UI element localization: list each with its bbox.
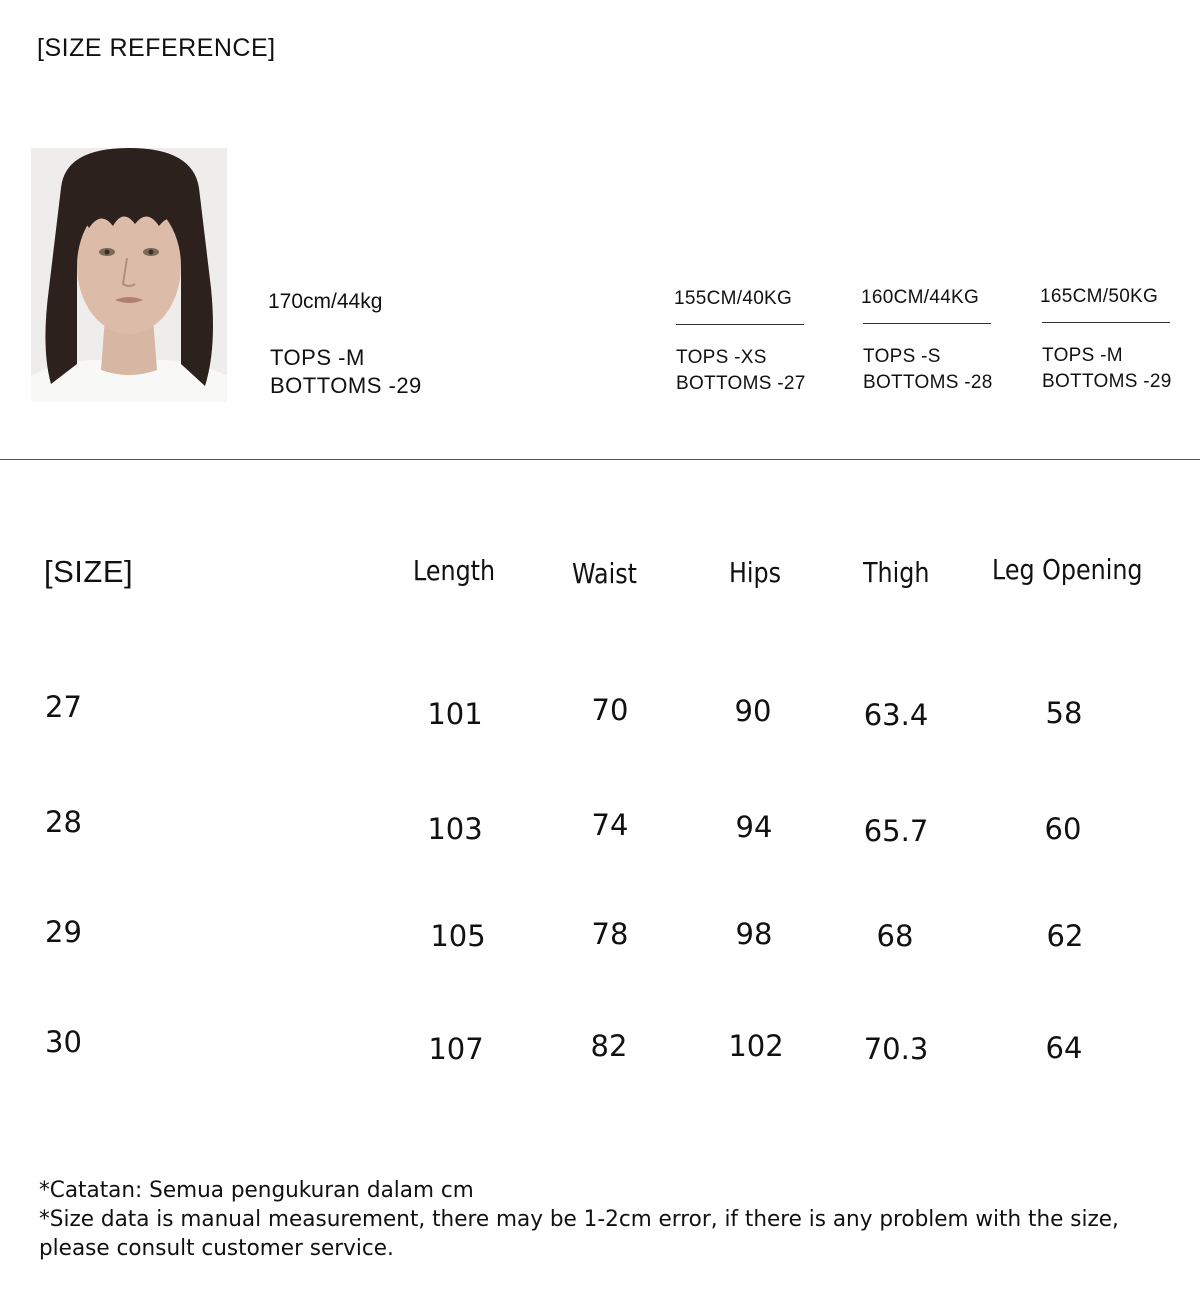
- table-header-size: [SIZE]: [44, 554, 134, 589]
- reference-height-weight: 165CM/50KG: [1040, 286, 1159, 307]
- model-height-weight: 170cm/44kg: [268, 290, 383, 313]
- reference-height-weight: 160CM/44KG: [861, 287, 980, 308]
- table-row-size: 27: [45, 690, 82, 724]
- table-header-hips: Hips: [729, 556, 782, 589]
- reference-underline: [1042, 322, 1170, 323]
- table-cell-leg-opening: 62: [1046, 919, 1084, 953]
- table-cell-leg-opening: 60: [1044, 812, 1082, 846]
- table-cell-length: 107: [428, 1032, 484, 1066]
- table-cell-length: 101: [427, 697, 483, 731]
- table-cell-hips: 98: [735, 917, 773, 951]
- note-unit: *Catatan: Semua pengukuran dalam cm: [39, 1178, 474, 1203]
- table-row-size: 28: [45, 805, 82, 839]
- reference-bottoms-size: BOTTOMS -29: [1042, 371, 1172, 392]
- model-photo: [31, 148, 227, 402]
- table-cell-leg-opening: 58: [1045, 696, 1083, 730]
- table-cell-leg-opening: 64: [1045, 1031, 1083, 1065]
- size-reference-title: [SIZE REFERENCE]: [37, 34, 276, 62]
- reference-underline: [863, 323, 991, 324]
- table-cell-thigh: 70.3: [863, 1032, 929, 1066]
- table-cell-waist: 78: [591, 917, 629, 951]
- table-cell-waist: 74: [591, 808, 629, 842]
- table-cell-waist: 70: [591, 693, 629, 727]
- model-tops-size: TOPS -M: [270, 345, 365, 370]
- table-cell-thigh: 65.7: [863, 814, 929, 848]
- table-row-size: 30: [45, 1025, 82, 1059]
- table-cell-thigh: 63.4: [863, 698, 929, 732]
- table-cell-hips: 94: [735, 810, 773, 844]
- table-header-thigh: Thigh: [863, 556, 930, 589]
- table-header-leg-opening: Leg Opening: [992, 553, 1143, 586]
- reference-tops-size: TOPS -XS: [676, 347, 767, 368]
- section-divider: [0, 459, 1200, 460]
- reference-tops-size: TOPS -M: [1042, 345, 1123, 366]
- table-header-length: Length: [413, 554, 496, 587]
- reference-underline: [676, 324, 804, 325]
- reference-bottoms-size: BOTTOMS -27: [676, 373, 806, 394]
- reference-tops-size: TOPS -S: [863, 346, 941, 367]
- table-row-size: 29: [45, 915, 82, 949]
- table-header-waist: Waist: [572, 557, 637, 590]
- note-customer-service: please consult customer service.: [39, 1236, 394, 1261]
- table-cell-hips: 90: [734, 694, 772, 728]
- table-cell-length: 103: [427, 812, 483, 846]
- reference-height-weight: 155CM/40KG: [674, 288, 793, 309]
- note-measurement-error: *Size data is manual measurement, there may be 1-2cm error, if there is any problem with the size,: [39, 1207, 1119, 1232]
- table-cell-waist: 82: [590, 1029, 628, 1063]
- reference-bottoms-size: BOTTOMS -28: [863, 372, 993, 393]
- model-bottoms-size: BOTTOMS -29: [270, 373, 422, 398]
- table-cell-thigh: 68: [876, 919, 914, 953]
- table-cell-hips: 102: [728, 1029, 784, 1063]
- table-cell-length: 105: [430, 919, 486, 953]
